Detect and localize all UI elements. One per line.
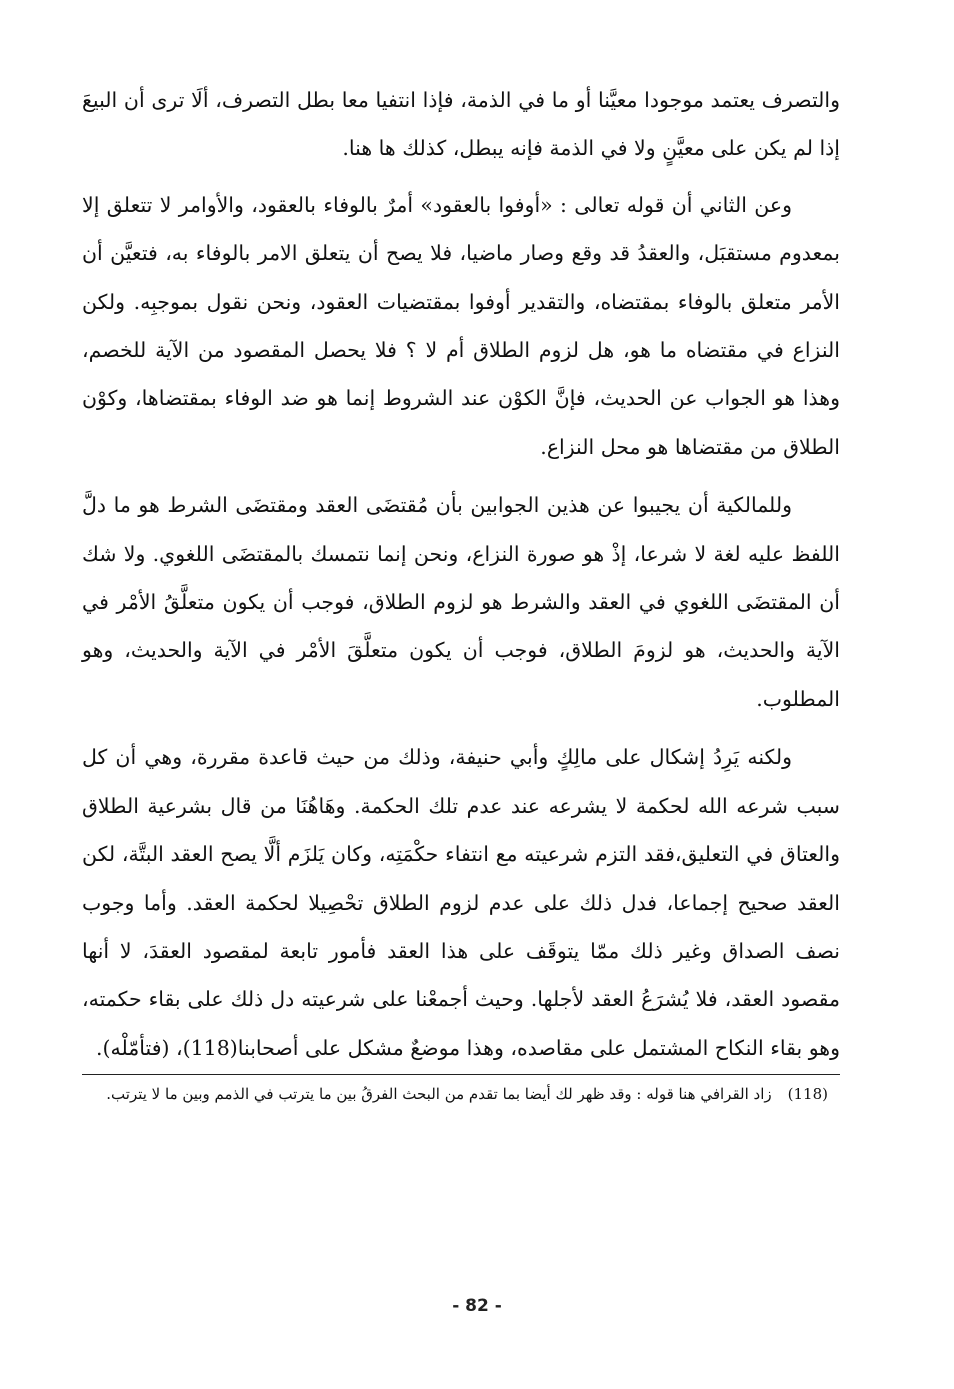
footnote-divider bbox=[82, 1074, 840, 1075]
page-body bbox=[82, 76, 840, 1110]
paragraph-4: ولكنه يَرِدُ إشكال على مالِكٍ وأبي حنيفة، وذلك من حيث قاعدة مقررة، وهي أن كل سبب شرعه الله لحكمة لا يشرعه عند عدم تلك الحكمة. وهَاهُنَا من قال بشرعية الطلاق والعتاق في التعليق،فقد التزم شرعيته مع انتفاء حكْمَتِه، وكان يَلزَم ألَّا يصح العقد البتَّة، لكن العقد صحيح إجماعا، فدل ذلك على عدم لزوم الطلاق تحْصِيلا لحكمة العقد. وأما وجوب نصف الصداق وغير ذلك ممّا يتوقَف على هذا العقد فأمور تابعة لمقصود العقدَ، لا أنها مقصود العقد، فلا يُشرَعُ العقد لأجلها. وحيث أجمعْنا على شرعيته دل ذلك على بقاء حكمته، وهو بقاء النكاح المشتمل على مقاصده، وهذا موضعٌ مشكل على أصحابنا(118)، (فتأمّلْه). bbox=[82, 745, 840, 1060]
paragraph-2: وعن الثاني أن قوله تعالى : «أوفوا بالعقود» أمرٌ بالوفاء بالعقود، والأوامر لا تتعلق إلا بمعدوم مستقبَل، والعقدُ قد وقع وصار ماضيا، فلا يصح أن يتعلق الامر بالوفاء به، فتعيَّن أن الأمر متعلق بالوفاء بمقتضاه، والتقدير أوفوا بمقتضيات العقود، ونحن نقول بموجبِه. ولكن النزاع في مقتضاه ما هو، هل لزوم الطلاق أم لا ؟ فلا يحصل المقصود من الآية للخصم، وهذا هو الجواب عن الحديث، فإنَّ الكوْن عند الشروط إنما هو ضد الوفاء بمقتضاها، وكوْن الطلاق من مقتضاها هو محل النزاع. bbox=[82, 192, 840, 459]
footnote-marker: (118) bbox=[787, 1085, 828, 1104]
paragraph-1: والتصرف يعتمد موجودا معيَّنا أو ما في الذمة، فإذا انتفيا معا بطل التصرف، ألَا ترى أن البيعَ إذا لم يكن على معيَّنٍ ولا في الذمة فإنه يبطل، كذلك ها هنا. bbox=[82, 88, 840, 161]
footnote-text: زاد القرافي هنا قوله : وقد ظهر لك أيضا بما تقدم من البحث الفرقُ بين ما يترتب في الذمم وبين ما لا يترتب. bbox=[106, 1085, 772, 1104]
footnote bbox=[82, 1079, 840, 1110]
page-number: - 82 - bbox=[452, 1296, 502, 1316]
paragraph-3: وللمالكية أن يجيبوا عن هذين الجوابين بأن مُقتضَى العقد ومقتضَى الشرط هو ما دلَّ اللفظ عليه لغة لا شرعا، إذْ هو صورة النزاع، ونحن إنما نتمسك بالمقتضَى اللغوي. ولا شك أن المقتضَى اللغوي في العقد والشرط هو لزوم الطلاق، فوجب أن يكون متعلَّقُ الأمْر في الآية والحديث، هو لزومَ الطلاق، فوجب أن يكون متعلَّقَ الأمْر في الآية والحديث، وهو المطلوب. bbox=[82, 493, 840, 711]
